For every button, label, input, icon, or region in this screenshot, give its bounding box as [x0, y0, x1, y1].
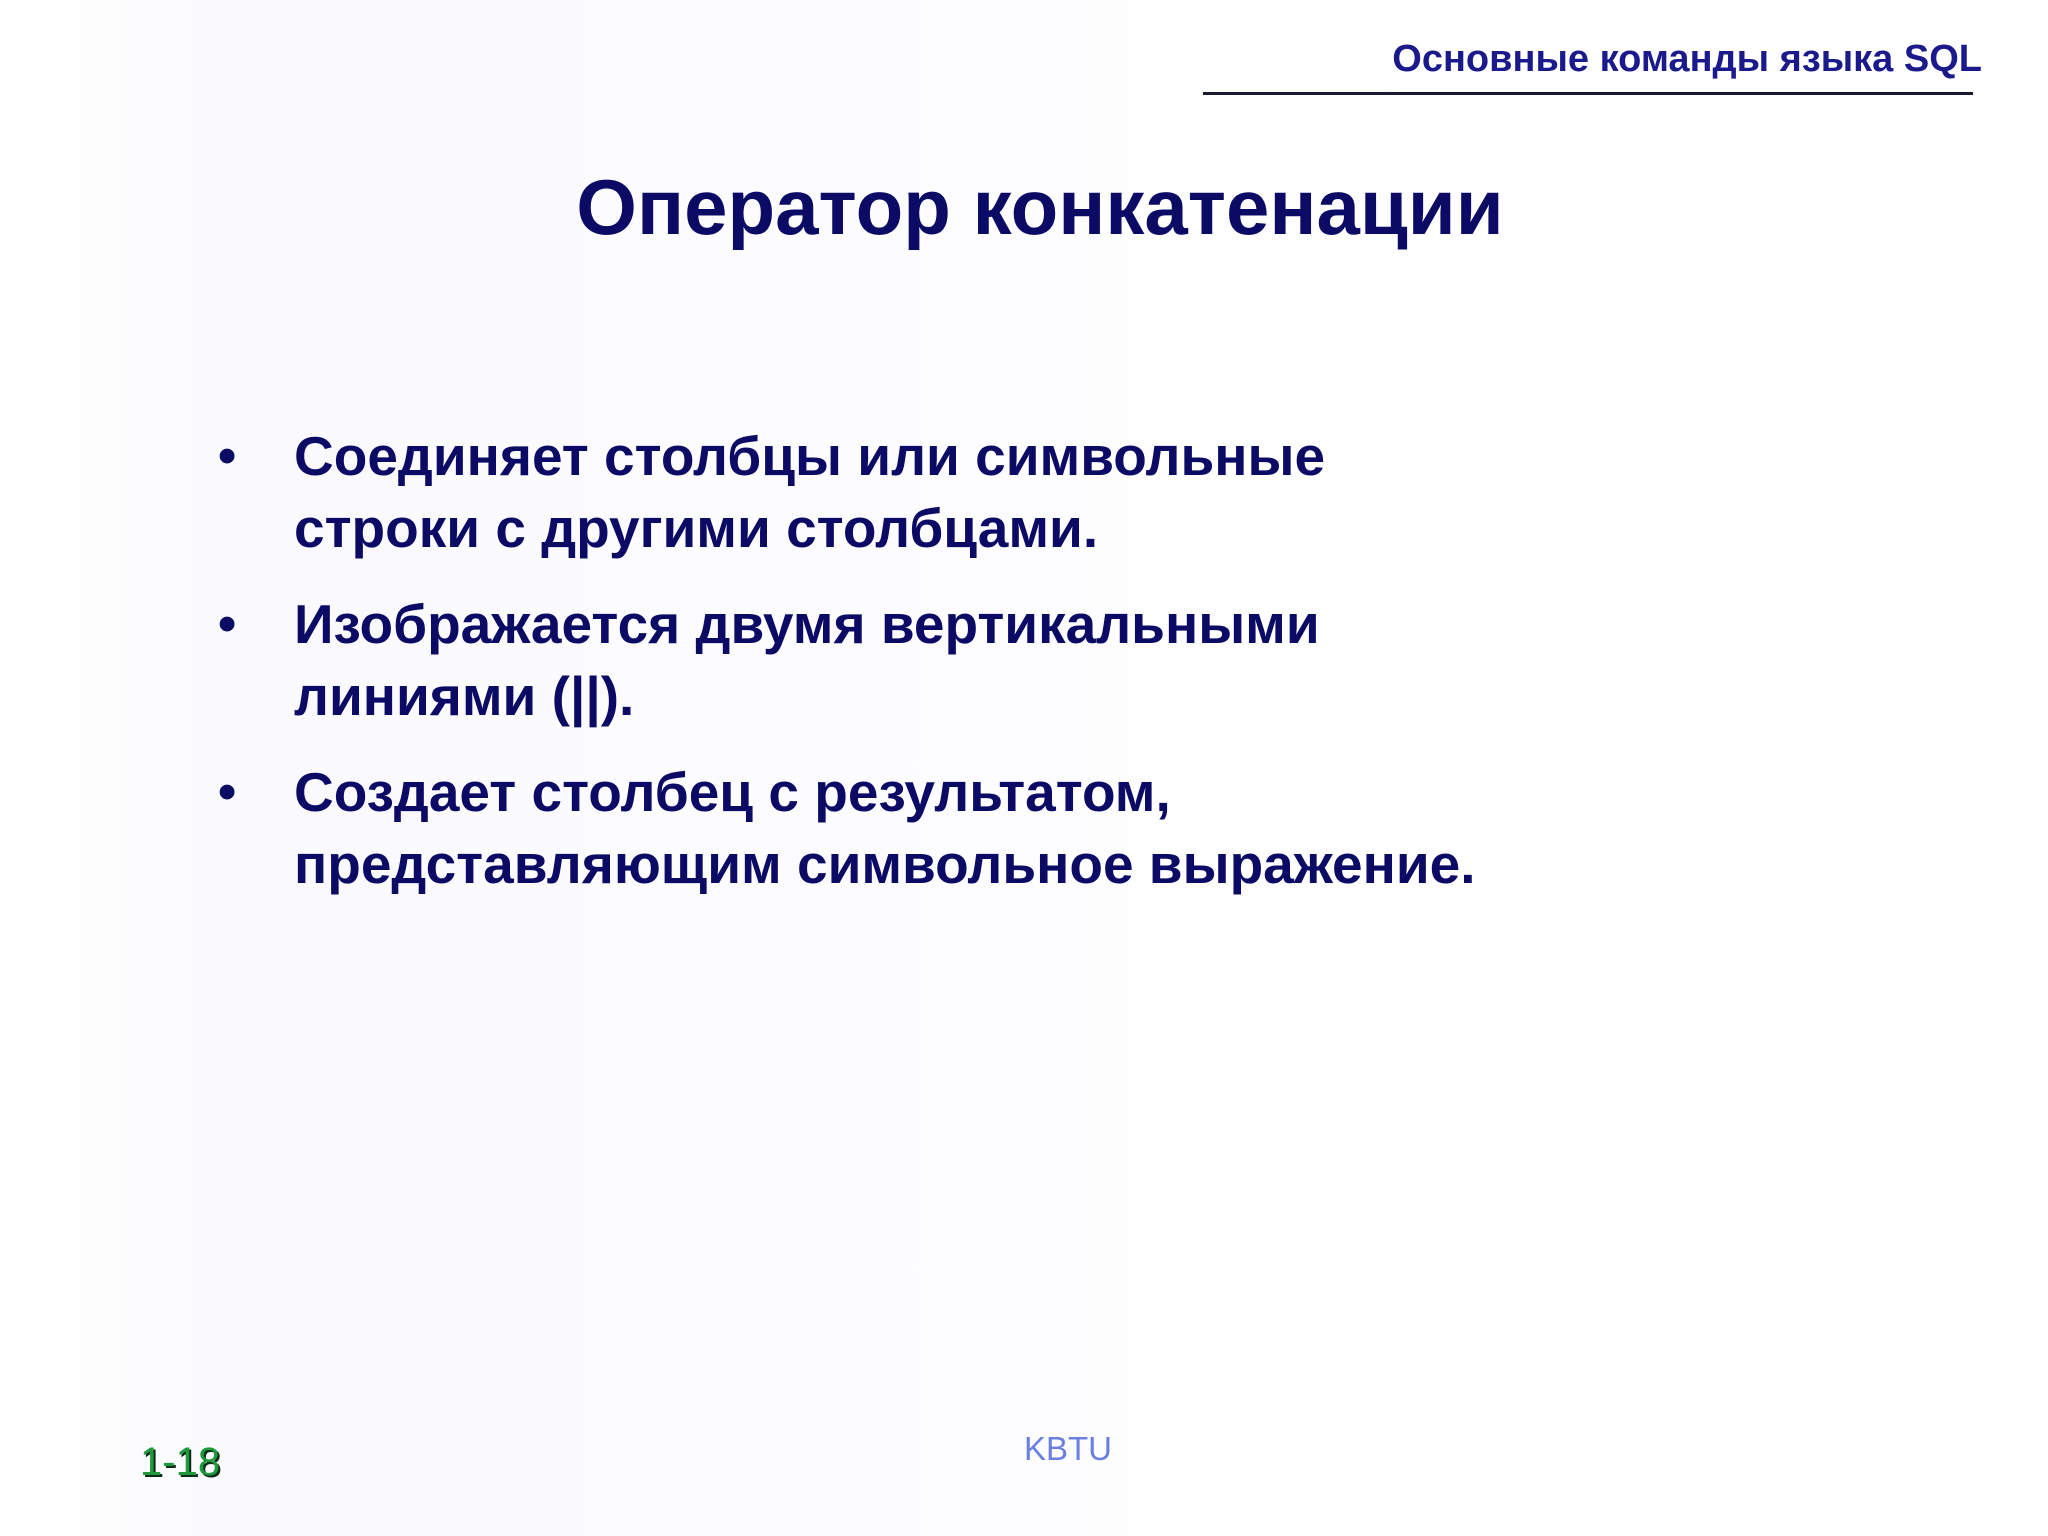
bullet-list	[210, 420, 1910, 924]
bullet-item	[210, 756, 1910, 900]
footer-label: KBTU	[1024, 1430, 1113, 1467]
bullet-icon: •	[218, 427, 237, 485]
header-title: Основные команды языка SQL	[1392, 38, 1982, 80]
bullet-item	[210, 588, 1910, 732]
bullet-item	[210, 420, 1910, 564]
bullet-icon: •	[218, 595, 237, 653]
bullet-icon: •	[218, 763, 237, 821]
bullet-line: строки с другими столбцами.	[294, 497, 1099, 559]
bullet-line: линиями (||).	[294, 665, 635, 727]
bullet-line: представляющим символьное выражение.	[294, 833, 1476, 895]
page-number: 1-18	[140, 1440, 221, 1484]
bullet-line: Создает столбец с результатом,	[294, 761, 1171, 823]
bullet-line: Соединяет столбцы или символьные	[294, 425, 1326, 487]
header-rule	[1203, 92, 1973, 95]
slide-title: Оператор конкатенации	[576, 163, 1504, 251]
bullet-line: Изображается двумя вертикальными	[294, 593, 1320, 655]
